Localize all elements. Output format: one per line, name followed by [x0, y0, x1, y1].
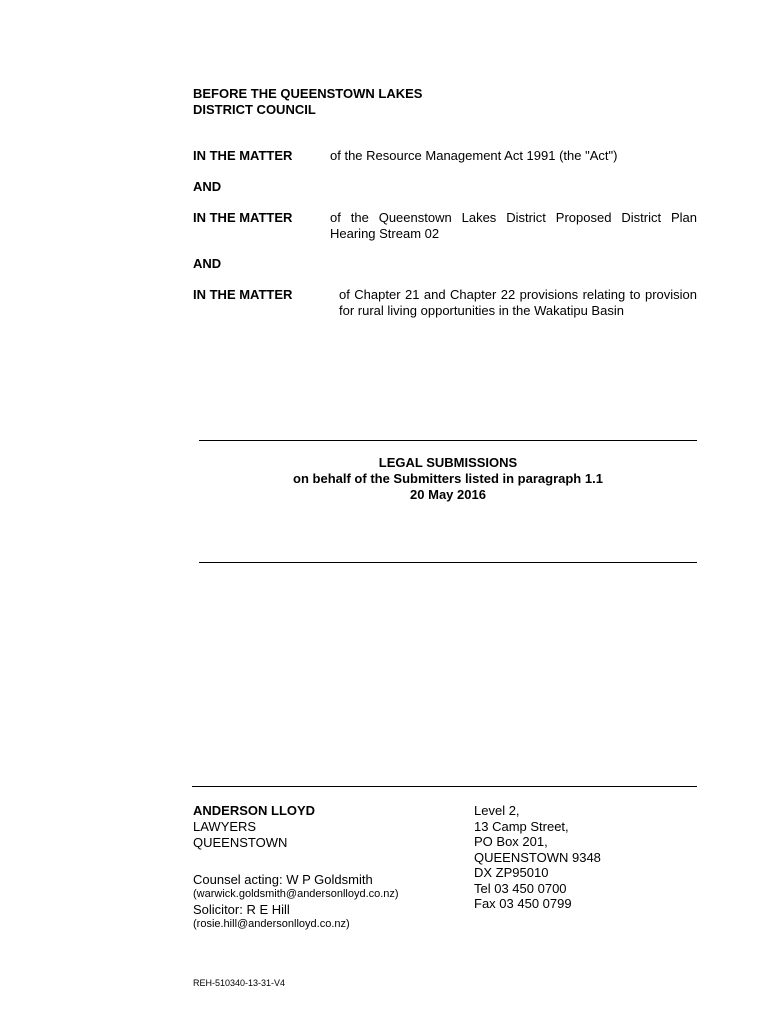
matter-label-2: IN THE MATTER: [193, 210, 293, 225]
court-heading-line-2: DISTRICT COUNCIL: [193, 102, 316, 117]
counsel-email: (warwick.goldsmith@andersonlloyd.co.nz): [193, 888, 399, 900]
firm-top-rule: [192, 786, 697, 787]
address-block: [474, 803, 601, 912]
matter-label-1: IN THE MATTER: [193, 148, 293, 163]
title-top-rule: [199, 440, 697, 441]
court-heading-line-1: BEFORE THE QUEENSTOWN LAKES: [193, 86, 423, 101]
address-line: PO Box 201,: [474, 834, 548, 849]
address-line: Level 2,: [474, 803, 520, 818]
firm-line-2: LAWYERS: [193, 819, 257, 834]
matter-text-2: of the Queenstown Lakes District Proposed District Plan Hearing Stream 02: [330, 210, 697, 241]
document-title-line-1: LEGAL SUBMISSIONS: [378, 455, 518, 470]
matter-label-3: IN THE MATTER: [193, 287, 293, 302]
document-title: [199, 455, 697, 503]
address-line: 13 Camp Street,: [474, 818, 569, 834]
solicitor-email: (rosie.hill@andersonlloyd.co.nz): [193, 918, 350, 930]
solicitor-line: Solicitor: R E Hill: [193, 902, 290, 917]
address-line: Tel 03 450 0700: [474, 880, 567, 896]
court-heading: [193, 86, 422, 118]
document-date: 20 May 2016: [410, 487, 486, 502]
document-title-line-2: on behalf of the Submitters listed in paragraph 1.1: [293, 471, 603, 486]
and-label-2: AND: [193, 256, 222, 271]
document-reference: REH-510340-13-31-V4: [193, 978, 286, 988]
address-line: DX ZP95010: [474, 865, 549, 880]
counsel-line: Counsel acting: W P Goldsmith: [193, 872, 373, 887]
and-label-1: AND: [193, 179, 222, 194]
firm-name: ANDERSON LLOYD: [193, 803, 316, 818]
firm-block: [193, 803, 315, 851]
counsel-block: [193, 872, 399, 932]
matter-text-1: of the Resource Management Act 1991 (the "Act"): [330, 148, 618, 163]
address-line: QUEENSTOWN 9348: [474, 849, 601, 865]
address-line: Fax 03 450 0799: [474, 896, 572, 911]
firm-line-3: QUEENSTOWN: [193, 835, 288, 850]
title-bottom-rule: [199, 562, 697, 563]
matter-text-3: of Chapter 21 and Chapter 22 provisions relating to provision for rural living opportunities in the Wakatipu Basin: [339, 287, 697, 318]
